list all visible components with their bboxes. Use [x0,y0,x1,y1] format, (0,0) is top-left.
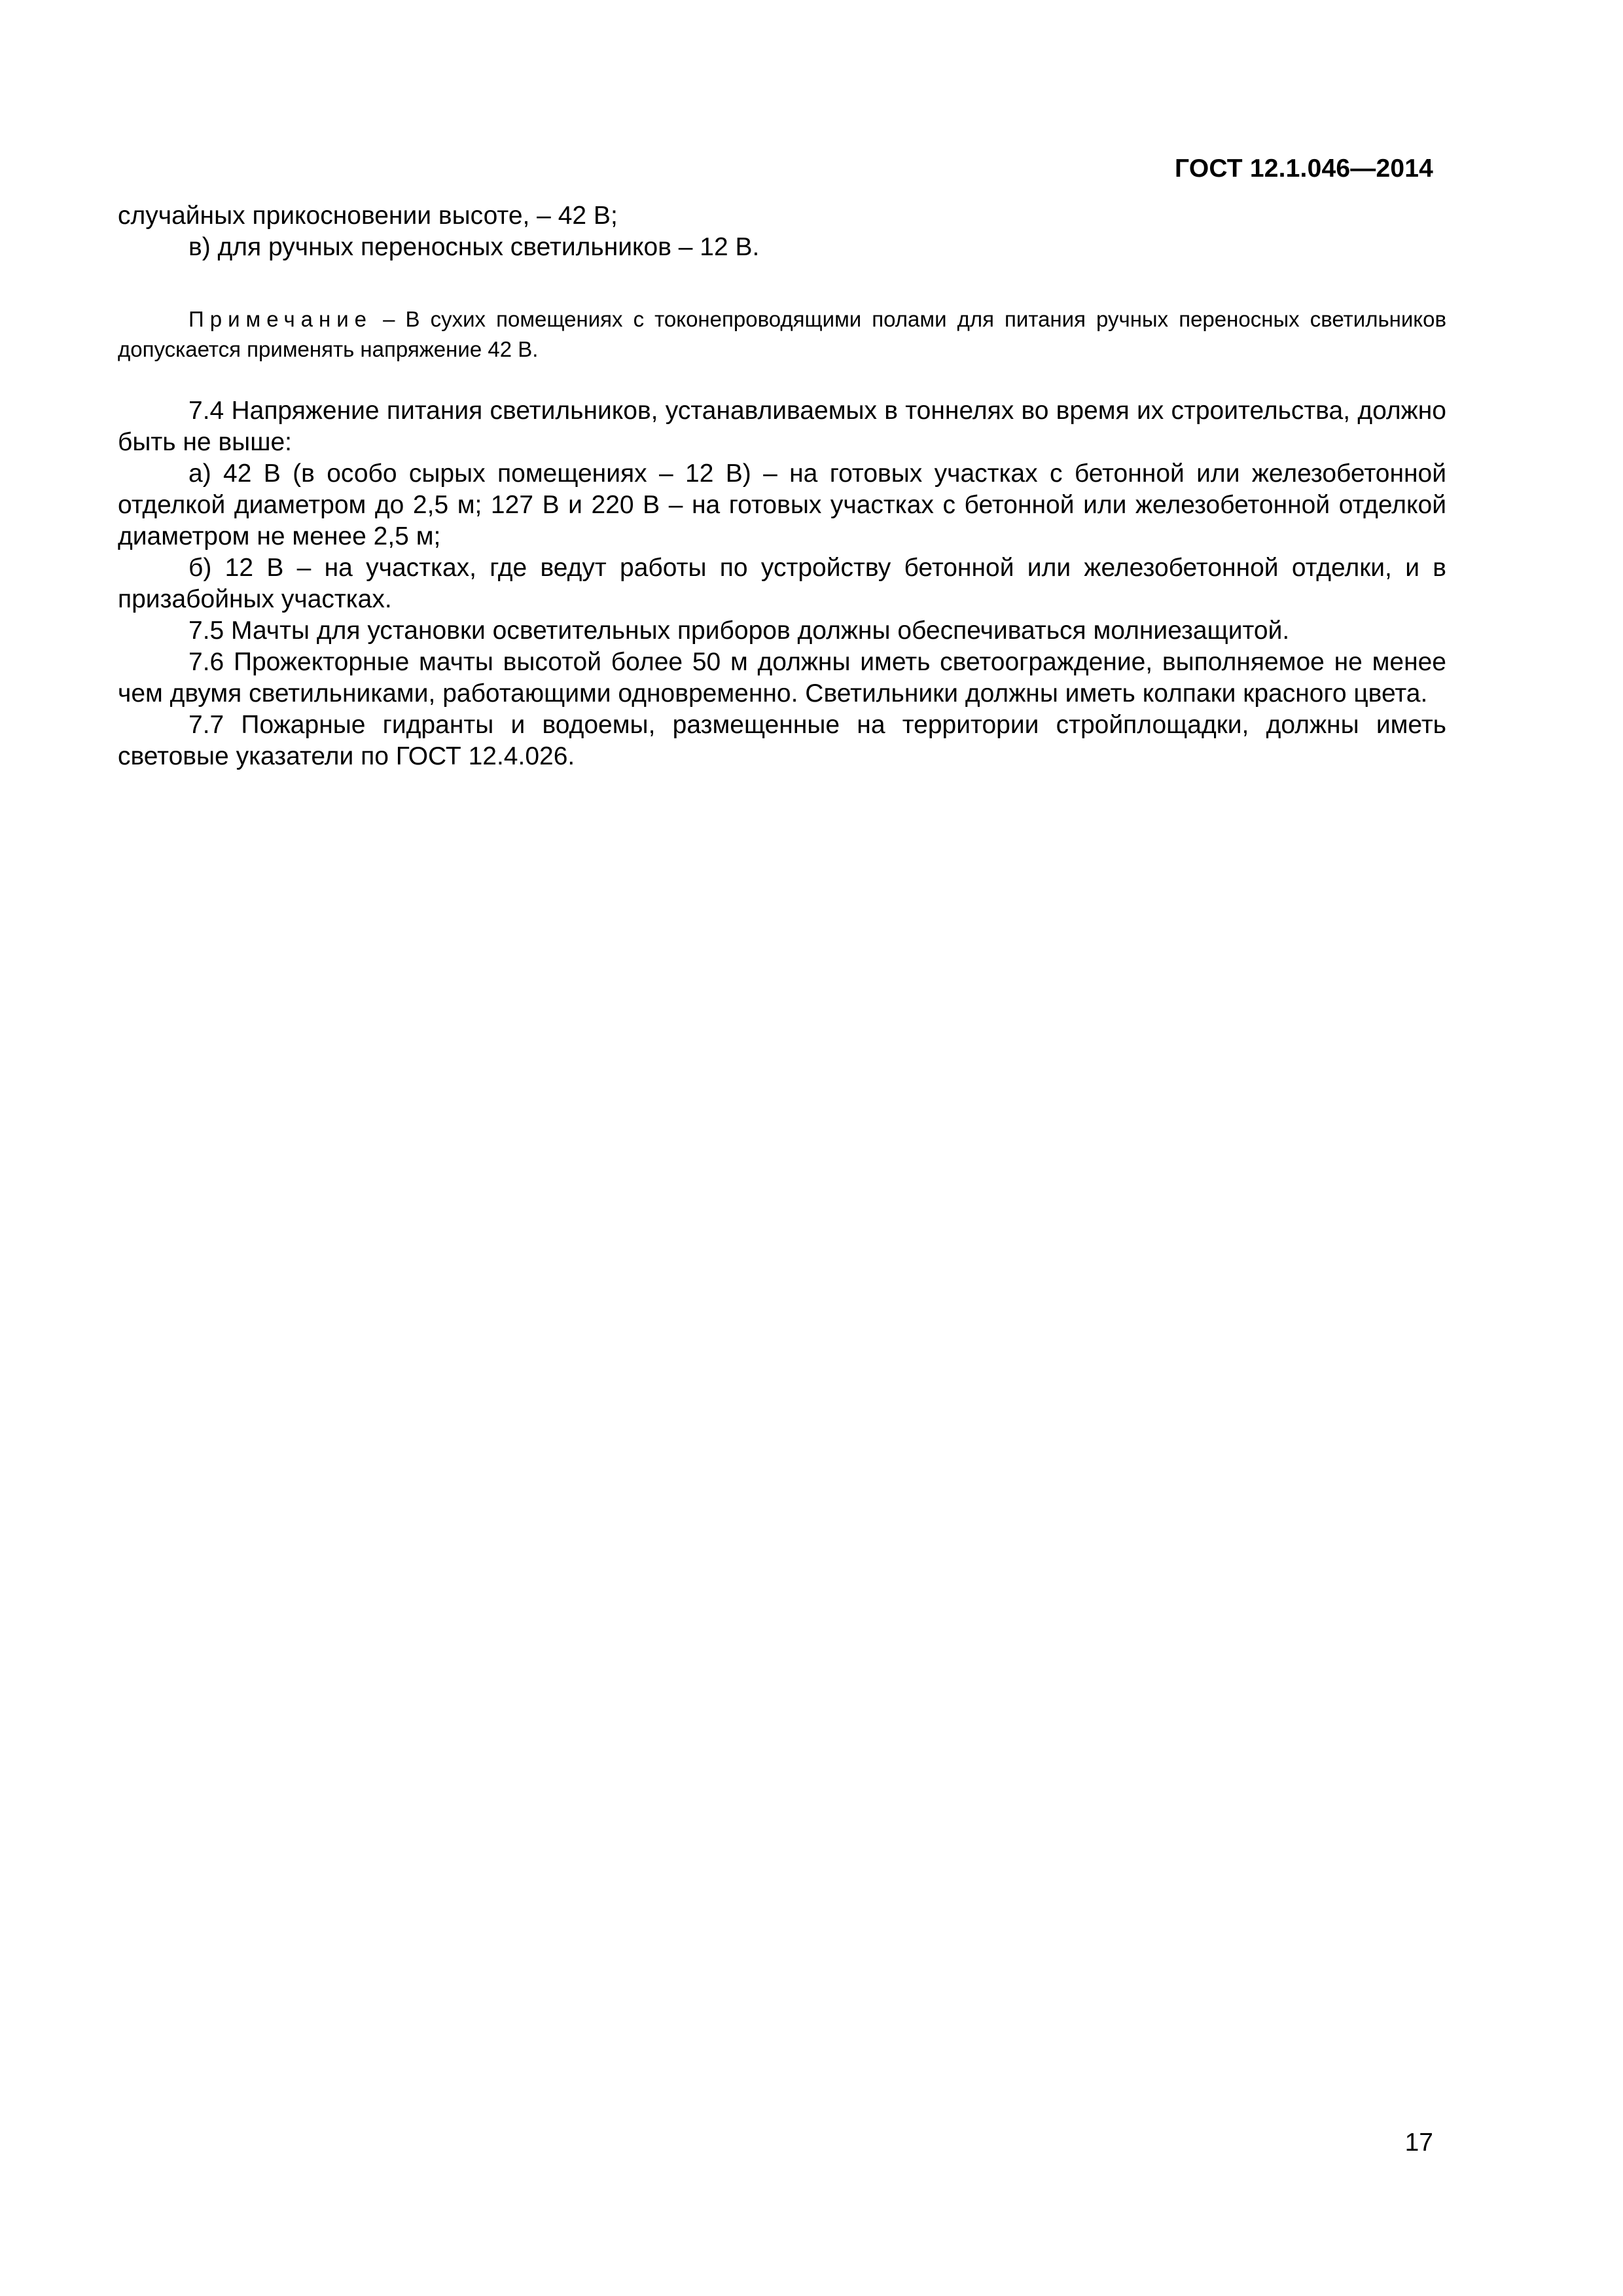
clause-7-4: 7.4 Напряжение питания светильников, устанавливаемых в тоннелях во время их строительства, должно быть не выше: [118,397,1446,456]
clause-7-7: 7.7 Пожарные гидранты и водоемы, размещенные на территории стройплощадки, должны иметь световые указатели по ГОСТ 12.4.026. [118,711,1446,770]
note-text: – В сухих помещениях с токонепроводящими полами для питания ручных переносных светильников допускается применять напряжение 42 В. [118,307,1446,361]
note-label: Примечание [188,307,373,331]
page-number: 17 [1404,2128,1433,2157]
document-body [118,200,1446,772]
document-code-header: ГОСТ 12.1.046—2014 [1175,154,1433,183]
clause-7-4-b: б) 12 В – на участках, где ведут работы по устройству бетонной или железобетонной отделки, и в призабойных участках. [118,554,1446,613]
clause-7-4-a: а) 42 В (в особо сырых помещениях – 12 В) – на готовых участках с бетонной или железобетонной отделкой диаметром до 2,5 м; 127 В и 220 В – на готовых участках с бетонной или железобетонной отделкой диаметром не менее 2,5 м; [118,459,1446,550]
clause-7-5: 7.5 Мачты для установки осветительных приборов должны обеспечиваться молниезащитой. [188,617,1290,645]
list-item-v: в) для ручных переносных светильников – 12 В. [188,233,760,261]
paragraph-continuation: случайных прикосновении высоте, – 42 В; [118,202,618,230]
note-block [118,304,1446,365]
clause-7-6: 7.6 Прожекторные мачты высотой более 50 м должны иметь светоограждение, выполняемое не менее чем двумя светильниками, работающими одновременно. Светильники должны иметь колпаки красного цвета. [118,648,1446,708]
